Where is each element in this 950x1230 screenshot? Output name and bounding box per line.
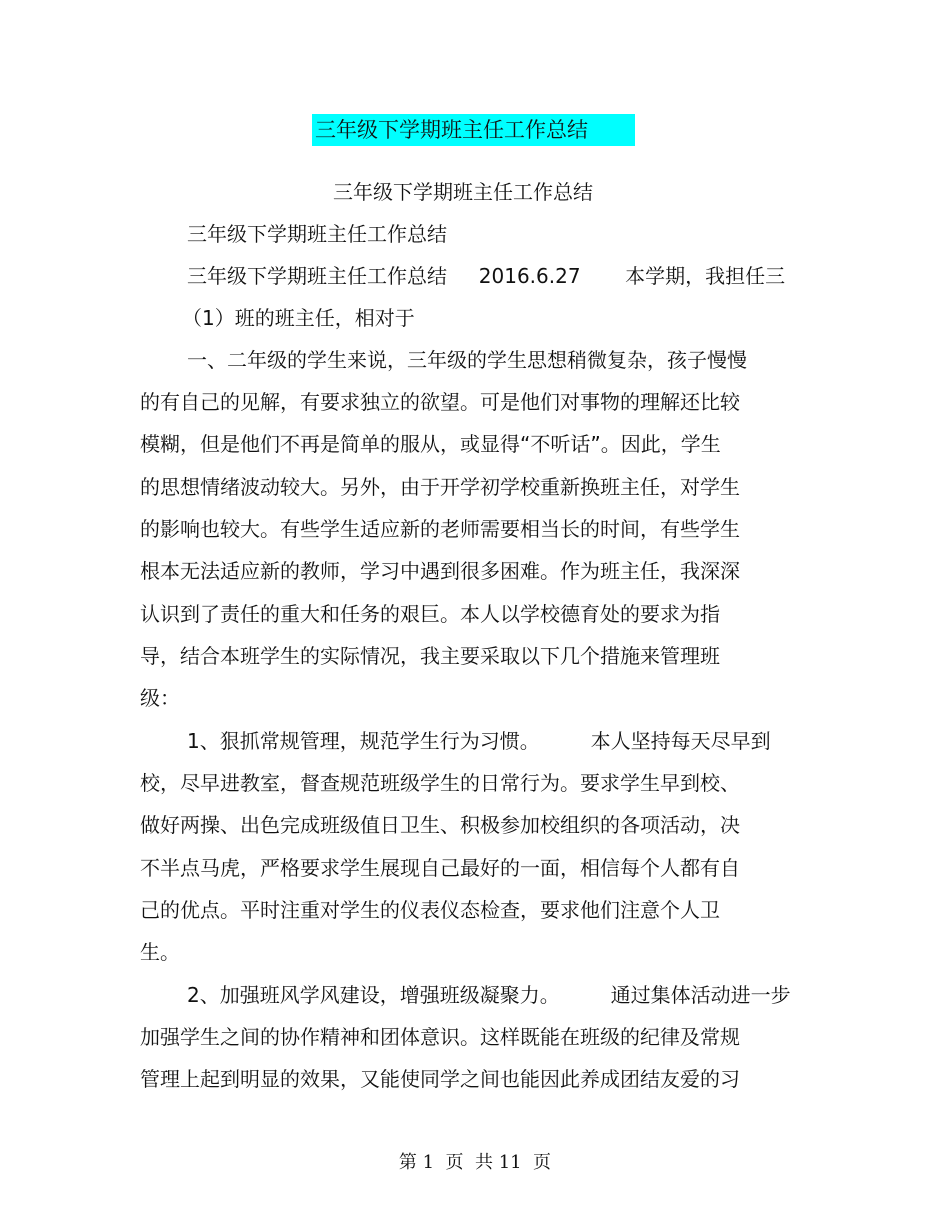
- document-title: 三年级下学期班主任工作总结: [315, 118, 588, 142]
- paragraph-line: 2、加强班风学风建设，增强班级凝聚力。 通过集体活动进一步: [187, 983, 791, 1007]
- paragraph-line: 三年级下学期班主任工作总结 2016.6.27 本学期，我担任三: [187, 264, 786, 288]
- paragraph-line: 己的优点。平时注重对学生的仪表仪态检查，要求他们注意个人卫: [140, 898, 720, 922]
- paragraph-line: 校，尽早进教室，督查规范班级学生的日常行为。要求学生早到校、: [140, 771, 740, 795]
- paragraph-line: 导，结合本班学生的实际情况，我主要采取以下几个措施来管理班: [140, 644, 720, 668]
- paragraph-line: 的影响也较大。有些学生适应新的老师需要相当长的时间，有些学生: [140, 517, 740, 541]
- page-footer: 第 1 页 共 11 页: [398, 1152, 552, 1173]
- paragraph-line: 级：: [140, 686, 180, 710]
- paragraph-line: 一、二年级的学生来说，三年级的学生思想稍微复杂，孩子慢慢: [187, 348, 747, 372]
- paragraph-line: 认识到了责任的重大和任务的艰巨。本人以学校德育处的要求为指: [140, 602, 720, 626]
- paragraph-line: 做好两操、出色完成班级值日卫生、积极参加校组织的各项活动，决: [140, 813, 740, 837]
- paragraph-line: 1、狠抓常规管理，规范学生行为习惯。 本人坚持每天尽早到: [187, 729, 771, 753]
- paragraph-line: （1）班的班主任，相对于: [182, 306, 415, 330]
- paragraph-line: 三年级下学期班主任工作总结: [187, 222, 447, 246]
- paragraph-line: 生。: [140, 940, 180, 964]
- paragraph-line: 的思想情绪波动较大。另外，由于开学初学校重新换班主任，对学生: [140, 475, 740, 499]
- paragraph-line: 加强学生之间的协作精神和团体意识。这样既能在班级的纪律及常规: [140, 1025, 740, 1049]
- paragraph-line: 的有自己的见解，有要求独立的欲望。可是他们对事物的理解还比较: [140, 390, 740, 414]
- paragraph-line: 管理上起到明显的效果，又能使同学之间也能因此养成团结友爱的习: [140, 1067, 740, 1091]
- paragraph-line: 模糊，但是他们不再是简单的服从，或显得“不听话”。因此，学生: [140, 432, 721, 456]
- paragraph-line: 根本无法适应新的教师，学习中遇到很多困难。作为班主任，我深深: [140, 559, 740, 583]
- document-subtitle: 三年级下学期班主任工作总结: [333, 180, 593, 204]
- paragraph-line: 不半点马虎，严格要求学生展现自己最好的一面，相信每个人都有自: [140, 856, 740, 880]
